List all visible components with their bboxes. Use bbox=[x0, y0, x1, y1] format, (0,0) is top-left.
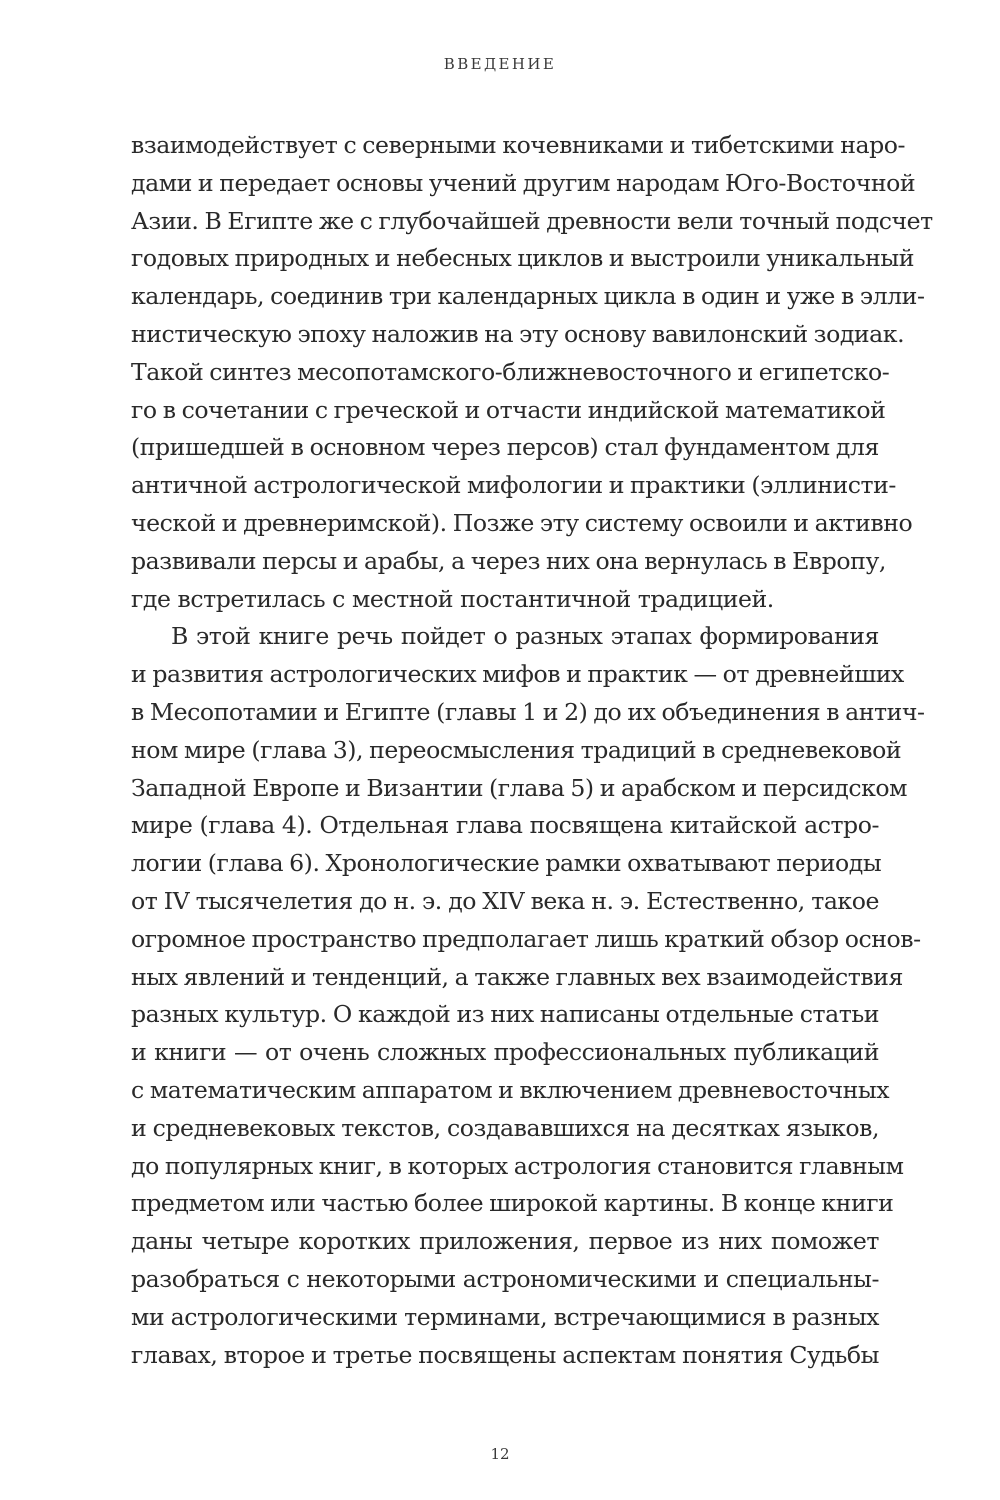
text-line: ми астрологическими терминами, встречающимися в разных bbox=[131, 1302, 879, 1331]
paragraph-1 bbox=[131, 127, 933, 618]
text-line: Азии. В Египте же с глубочайшей древности вели точный подсчет bbox=[131, 206, 933, 235]
text-line: В этой книге речь пойдет о разных этапах формирования bbox=[171, 622, 879, 651]
text-line: мире (глава 4). Отдельная глава посвящена китайской астро- bbox=[131, 811, 879, 840]
text-line: го в сочетании с греческой и отчасти индийской математикой bbox=[131, 395, 886, 424]
text-line: главах, второе и третье посвящены аспектам понятия Судьбы bbox=[131, 1340, 879, 1369]
text-line: даны четыре коротких приложения, первое из них поможет bbox=[131, 1227, 879, 1256]
text-line: до популярных книг, в которых астрология становится главным bbox=[131, 1151, 904, 1180]
text-line: ном мире (глава 3), переосмысления традиций в средневековой bbox=[131, 735, 902, 764]
paragraph-2 bbox=[131, 618, 925, 1374]
text-line: античной астрологической мифологии и практики (эллинисти- bbox=[131, 471, 896, 500]
text-line: с математическим аппаратом и включением древневосточных bbox=[131, 1075, 890, 1104]
text-line: (пришедшей в основном через персов) стал фундаментом для bbox=[131, 433, 879, 462]
text-line: и развития астрологических мифов и практик — от древнейших bbox=[131, 660, 904, 689]
text-line: и книги — от очень сложных профессиональных публикаций bbox=[131, 1038, 879, 1067]
page-number: 12 bbox=[490, 1445, 510, 1463]
text-line: разобраться с некоторыми астрономическими и специальны- bbox=[131, 1264, 879, 1293]
text-line: нистическую эпоху наложив на эту основу вавилонский зодиак. bbox=[131, 319, 905, 348]
text-line: и средневековых текстов, создававшихся на десятках языков, bbox=[131, 1113, 879, 1142]
text-line: годовых природных и небесных циклов и выстроили уникальный bbox=[131, 244, 914, 273]
text-line: взаимодействует с северными кочевниками и тибетскими наро- bbox=[131, 131, 906, 159]
text-line: где встретилась с местной постантичной традицией. bbox=[131, 584, 774, 613]
running-header: ВВЕДЕНИЕ bbox=[443, 55, 557, 73]
text-line: разных культур. О каждой из них написаны отдельные статьи bbox=[131, 1000, 879, 1029]
text-line: в Месопотамии и Египте (главы 1 и 2) до их объединения в антич- bbox=[131, 697, 925, 726]
text-line: развивали персы и арабы, а через них она вернулась в Европу, bbox=[131, 546, 886, 575]
text-line: дами и передает основы учений другим народам Юго-Восточной bbox=[131, 168, 916, 197]
text-line: ных явлений и тенденций, а также главных вех взаимодействия bbox=[131, 962, 903, 991]
text-line: Такой синтез месопотамского-ближневосточного и египетско- bbox=[131, 357, 890, 386]
body-text bbox=[131, 127, 933, 1374]
text-line: логии (глава 6). Хронологические рамки охватывают периоды bbox=[131, 849, 882, 878]
text-line: ческой и древнеримской). Позже эту систему освоили и активно bbox=[131, 508, 913, 537]
text-line: огромное пространство предполагает лишь краткий обзор основ- bbox=[131, 924, 921, 953]
text-line: календарь, соединив три календарных цикла в один и уже в элли- bbox=[131, 282, 925, 311]
text-line: предметом или частью более широкой картины. В конце книги bbox=[131, 1189, 894, 1218]
text-line: Западной Европе и Византии (глава 5) и арабском и персидском bbox=[131, 773, 908, 802]
text-line: от IV тысячелетия до н. э. до XIV века н. э. Естественно, такое bbox=[131, 886, 879, 915]
